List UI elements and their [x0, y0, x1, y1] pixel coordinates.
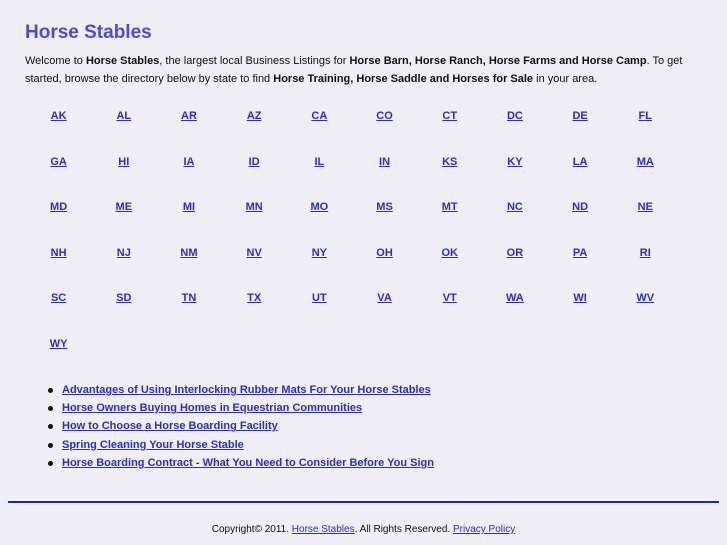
state-cell: [482, 290, 547, 336]
state-link-il[interactable]: IL: [314, 155, 325, 168]
state-cell: [417, 199, 482, 245]
state-cell: [417, 245, 482, 291]
state-cell: [548, 290, 613, 336]
state-link-mo[interactable]: MO: [310, 201, 329, 213]
state-link-ga[interactable]: GA: [50, 155, 67, 168]
state-cell: [26, 199, 91, 245]
intro-paragraph: [25, 52, 695, 88]
bullet-icon: [48, 406, 53, 411]
state-cell: [222, 245, 287, 291]
state-link-nd[interactable]: ND: [572, 201, 589, 213]
state-cell: [482, 108, 547, 154]
state-cell: [26, 108, 91, 154]
state-link-la[interactable]: LA: [572, 155, 588, 168]
state-cell: [156, 290, 221, 336]
state-link-mn[interactable]: MN: [245, 201, 263, 213]
state-link-ri[interactable]: RI: [639, 246, 651, 259]
intro-bold-categories: Horse Barn, Horse Ranch, Horse Farms and Horse Camp: [349, 55, 647, 67]
state-link-or[interactable]: OR: [506, 246, 524, 259]
list-item: [28, 454, 434, 472]
state-cell: [287, 154, 352, 200]
state-link-nm[interactable]: NM: [180, 246, 198, 259]
state-link-wy[interactable]: WY: [49, 337, 68, 350]
state-link-ct[interactable]: CT: [442, 110, 458, 122]
state-link-wi[interactable]: WI: [573, 292, 587, 304]
state-cell: [482, 199, 547, 245]
footer-rights: . All Rights Reserved.: [354, 524, 453, 535]
state-cell: [417, 154, 482, 200]
state-cell: [91, 199, 156, 245]
intro-bold-site-name: Horse Stables: [85, 55, 160, 67]
article-link[interactable]: How to Choose a Horse Boarding Facility: [62, 420, 278, 433]
state-link-wa[interactable]: WA: [506, 292, 524, 304]
state-link-nc[interactable]: NC: [506, 201, 523, 213]
state-link-ia[interactable]: IA: [183, 155, 195, 168]
state-cell: [613, 245, 678, 291]
state-link-oh[interactable]: OH: [376, 246, 393, 259]
state-link-ny[interactable]: NY: [311, 246, 327, 259]
state-cell: [222, 108, 287, 154]
state-cell: [548, 245, 613, 291]
state-cell: [26, 245, 91, 291]
article-link[interactable]: Advantages of Using Interlocking Rubber Mats For Your Horse Stables: [62, 384, 431, 396]
intro-text-1: Welcome to: [25, 55, 86, 67]
state-link-tx[interactable]: TX: [247, 292, 262, 304]
state-link-va[interactable]: VA: [377, 292, 392, 304]
state-link-ok[interactable]: OK: [441, 246, 458, 259]
bullet-icon: [48, 388, 53, 393]
article-list: [28, 381, 434, 472]
state-cell: [548, 108, 613, 154]
state-directory: [26, 108, 678, 381]
intro-bold-services: Horse Training, Horse Saddle and Horses for Sale: [273, 73, 534, 85]
state-link-ar[interactable]: AR: [181, 110, 197, 122]
list-item: [28, 417, 434, 435]
state-cell: [156, 108, 221, 154]
state-cell: [222, 199, 287, 245]
state-cell: [352, 108, 417, 154]
bullet-icon: [48, 461, 53, 466]
state-cell: [91, 245, 156, 291]
state-link-al[interactable]: AL: [116, 110, 132, 122]
state-cell: [222, 154, 287, 200]
state-cell: [417, 290, 482, 336]
state-link-dc[interactable]: DC: [506, 110, 523, 122]
state-link-ky[interactable]: KY: [507, 155, 523, 168]
state-cell: [613, 154, 678, 200]
state-link-in[interactable]: IN: [379, 155, 391, 168]
state-link-nv[interactable]: NV: [246, 246, 262, 259]
state-link-ut[interactable]: UT: [312, 292, 327, 304]
state-cell: [156, 245, 221, 291]
state-link-mi[interactable]: MI: [182, 201, 196, 213]
state-link-me[interactable]: ME: [115, 201, 133, 213]
state-link-de[interactable]: DE: [572, 110, 588, 122]
intro-text-2: , the largest local Business Listings for: [159, 55, 350, 67]
state-cell: [613, 199, 678, 245]
intro-text-4: in your area.: [533, 73, 598, 85]
footer-divider: [8, 501, 719, 503]
state-cell: [156, 199, 221, 245]
state-link-fl[interactable]: FL: [638, 110, 652, 122]
state-cell: [613, 108, 678, 154]
state-cell: [482, 245, 547, 291]
article-link[interactable]: Horse Owners Buying Homes in Equestrian Communities: [62, 402, 363, 415]
state-link-vt[interactable]: VT: [442, 292, 457, 304]
state-cell: [91, 290, 156, 336]
state-link-az[interactable]: AZ: [246, 110, 262, 122]
state-cell: [287, 108, 352, 154]
state-link-sc[interactable]: SC: [50, 292, 67, 304]
list-item: [28, 381, 434, 399]
state-row: [26, 108, 678, 154]
state-link-mt[interactable]: MT: [441, 201, 458, 213]
state-cell: [26, 336, 91, 382]
state-cell: [287, 199, 352, 245]
state-cell: [91, 154, 156, 200]
state-link-pa[interactable]: PA: [572, 246, 588, 259]
state-link-tn[interactable]: TN: [181, 292, 197, 304]
bullet-icon: [48, 424, 53, 429]
state-cell: [417, 108, 482, 154]
state-cell: [222, 290, 287, 336]
state-link-nh[interactable]: NH: [50, 246, 67, 259]
state-cell: [352, 154, 417, 200]
state-cell: [548, 154, 613, 200]
footer-copyright: Copyright© 2011.: [211, 524, 292, 535]
state-cell: [287, 245, 352, 291]
state-cell: [613, 290, 678, 336]
state-link-ks[interactable]: KS: [442, 155, 458, 168]
bullet-icon: [48, 443, 53, 448]
state-link-ms[interactable]: MS: [376, 201, 393, 213]
state-cell: [287, 290, 352, 336]
state-link-co[interactable]: CO: [376, 110, 393, 122]
page-title: Horse Stables: [25, 22, 152, 43]
state-cell: [352, 245, 417, 291]
state-link-md[interactable]: MD: [50, 201, 68, 213]
state-link-ca[interactable]: CA: [311, 110, 328, 122]
state-cell: [26, 154, 91, 200]
footer: [0, 523, 727, 537]
article-link[interactable]: Horse Boarding Contract - What You Need to Consider Before You Sign: [62, 456, 434, 469]
state-link-ak[interactable]: AK: [50, 110, 67, 122]
state-link-ma[interactable]: MA: [636, 155, 654, 168]
state-cell: [91, 108, 156, 154]
state-row: [26, 245, 678, 291]
state-row: [26, 154, 678, 200]
footer-privacy-link[interactable]: Privacy Policy: [452, 524, 516, 535]
state-cell: [482, 154, 547, 200]
state-link-nj[interactable]: NJ: [116, 246, 131, 259]
list-item: [28, 399, 434, 417]
state-link-sd[interactable]: SD: [116, 292, 132, 304]
state-cell: [352, 199, 417, 245]
state-cell: [26, 290, 91, 336]
state-link-ne[interactable]: NE: [637, 201, 653, 213]
state-link-id[interactable]: ID: [248, 155, 260, 168]
list-item: [28, 436, 434, 454]
state-link-hi[interactable]: HI: [118, 155, 130, 168]
state-cell: [352, 290, 417, 336]
state-row: [26, 336, 678, 382]
state-cell: [156, 154, 221, 200]
state-row: [26, 290, 678, 336]
state-link-wv[interactable]: WV: [636, 292, 655, 304]
intro-text-3: . To get started, browse the directory below by state to find: [25, 55, 683, 85]
state-cell: [548, 199, 613, 245]
state-row: [26, 199, 678, 245]
footer-site-link[interactable]: Horse Stables: [291, 524, 355, 535]
article-link[interactable]: Spring Cleaning Your Horse Stable: [62, 438, 244, 451]
